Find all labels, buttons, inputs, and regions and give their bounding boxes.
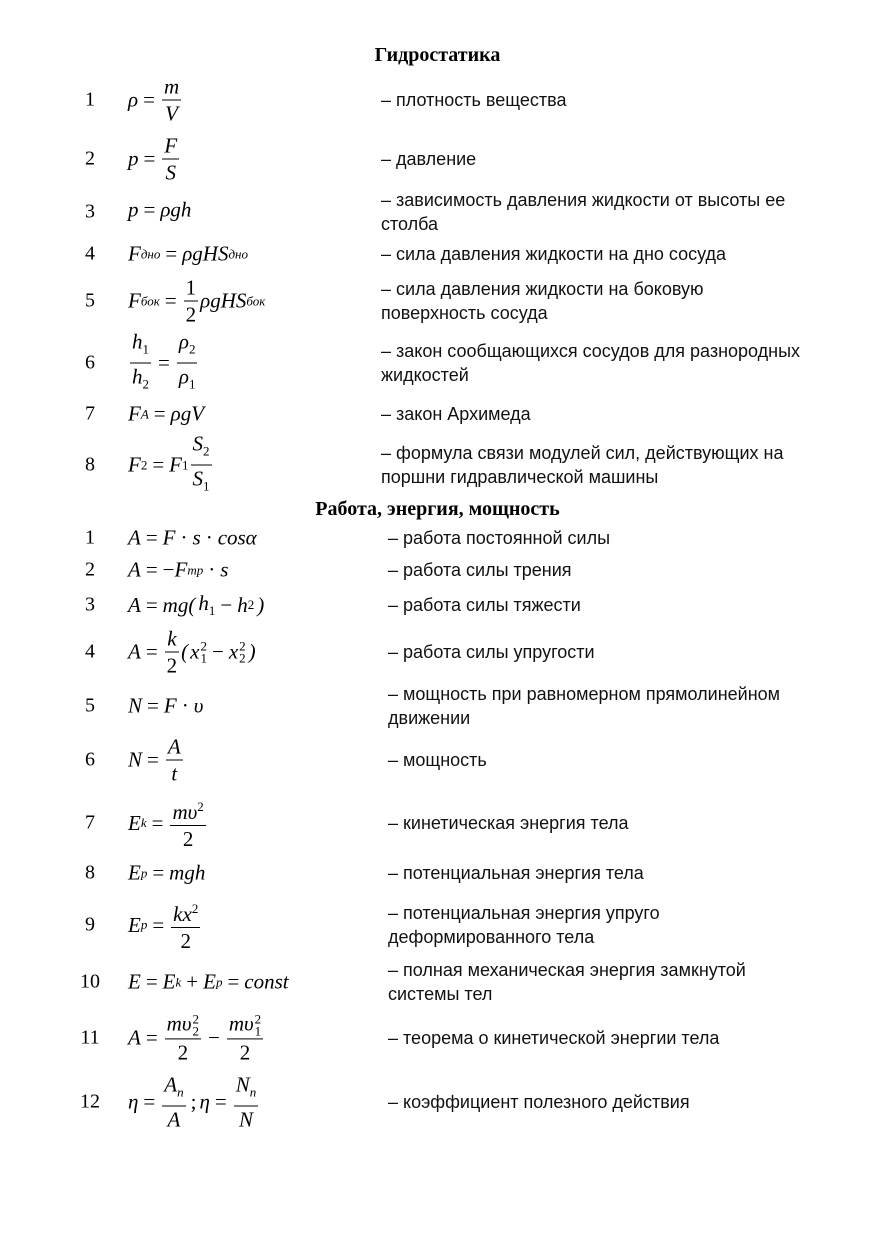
formula-description: – работа постоянной силы — [388, 528, 611, 548]
formula-elastic-work: A = $\frac{k}{2}$ ( x 2 1 − x 2 2 ) — [128, 626, 256, 678]
formula-row — [0, 734, 875, 786]
section-title-work-energy-power: Работа, энергия, мощность — [315, 498, 560, 520]
formula-pressure: p = $\frac{F}{S}$ — [128, 133, 178, 185]
formula-row — [0, 958, 875, 1006]
formula-row — [0, 400, 875, 428]
row-number: 7 — [85, 811, 95, 834]
formula-description: – сила давления жидкости на дно сосуда — [381, 244, 727, 264]
formula-row — [0, 276, 875, 326]
formula-description: – мощность при равномерном прямолинейном движении — [388, 684, 781, 728]
formula-row — [0, 682, 875, 730]
formula-archimedes: F A = ρgV — [128, 401, 205, 426]
row-number: 8 — [85, 453, 95, 476]
formula-description: – кинетическая энергия тела — [388, 813, 629, 833]
formula-communicating-vessels: $\frac{h_1}{h_2}$ = $\frac{\rho_2}{\rho_1}$ — [132, 329, 196, 392]
formula-row — [0, 590, 875, 620]
row-number: 2 — [85, 147, 95, 170]
formula-row — [0, 240, 875, 268]
row-number: 1 — [85, 526, 95, 549]
row-number: 12 — [80, 1090, 100, 1113]
formula-efficiency: η = $\frac{A_n}{A}$ ; η = $\frac{N_n}{N}$ — [128, 1072, 257, 1132]
formula-description: – мощность — [388, 750, 487, 770]
formula-description: – сила давления жидкости на боковую поверхность сосуда — [381, 279, 704, 323]
formula-power: N = $\frac{A}{t}$ — [128, 734, 181, 786]
formula-row — [0, 794, 875, 852]
formula-description: – коэффициент полезного действия — [388, 1092, 690, 1112]
formula-const-text: const — [244, 969, 289, 994]
row-number: 2 — [85, 558, 95, 581]
row-number: 4 — [85, 242, 95, 265]
formula-kinetic-energy: E k = $\frac{m\upsilon^2}{2}$ — [128, 795, 208, 851]
formula-elastic-energy: E p = $\frac{kx^2}{2}$ — [128, 897, 202, 953]
row-number: 8 — [85, 861, 95, 884]
formula-potential-energy: E p = mgh — [128, 860, 206, 885]
formula-work-constant-force: A = F · s · cosα — [128, 525, 257, 550]
formula-kinetic-theorem: A = mυ 2 2 2 − mυ 2 1 2 — [128, 1011, 262, 1065]
row-number: 3 — [85, 200, 95, 223]
subscript-text: бок — [246, 293, 266, 308]
formula-bottom-force: F дно = ρgHS дно — [128, 241, 248, 266]
formula-power-velocity: N = F · υ — [128, 693, 204, 718]
formula-row — [0, 898, 875, 952]
formula-hydrostatic-pressure: p = ρgh — [128, 197, 192, 222]
formula-density: ρ = $\frac{m}{V}$ — [128, 74, 180, 126]
row-number: 6 — [85, 748, 95, 771]
formula-description: – давление — [381, 149, 477, 169]
row-number: 11 — [80, 1026, 100, 1049]
formula-description: – потенциальная энергия тела — [388, 863, 644, 883]
row-number: 5 — [85, 289, 95, 312]
formula-mechanical-energy: E = E k + E p = const — [128, 969, 289, 994]
formula-row — [0, 858, 875, 888]
subscript-text: дно — [228, 246, 248, 261]
row-number: 1 — [85, 88, 95, 111]
formula-description: – закон сообщающихся сосудов для разнородных жидкостей — [381, 341, 801, 385]
subscript-text: бок — [140, 293, 160, 308]
formula-description: – закон Архимеда — [381, 404, 531, 424]
formula-description: – зависимость давления жидкости от высоты ее столба — [381, 190, 786, 234]
subscript-text: тр — [187, 562, 204, 577]
formula-row — [0, 626, 875, 678]
subscript-text: дно — [140, 246, 161, 261]
formula-row — [0, 1074, 875, 1130]
row-number: 10 — [80, 970, 100, 993]
row-number: 3 — [85, 593, 95, 616]
row-number: 4 — [85, 640, 95, 663]
formula-cos-text: cosα — [217, 525, 257, 550]
formula-row — [0, 190, 875, 234]
formula-description: – работа силы упругости — [388, 642, 595, 662]
formula-description: – работа силы трения — [388, 560, 572, 580]
formula-description: – теорема о кинетической энергии тела — [388, 1028, 720, 1048]
formula-row — [0, 556, 875, 584]
section-title-hydrostatics: Гидростатика — [374, 44, 501, 66]
formula-description: – формула связи модулей сил, действующих на поршни гидравлической машины — [381, 443, 784, 487]
row-number: 7 — [85, 402, 95, 425]
row-number: 9 — [85, 913, 95, 936]
formula-side-force: F бок = $\frac{1}{2}$ ρgHS бок — [128, 275, 266, 327]
formula-row — [0, 431, 875, 494]
formula-description: – потенциальная энергия упруго деформированного тела — [388, 903, 660, 947]
formula-gravity-work: A = mg( $h_1$ − h 2 ) — [128, 591, 265, 618]
formula-hydraulic-machine: F 2 = F 1 $\frac{S_2}{S_1}$ — [128, 431, 210, 494]
formula-description: – плотность вещества — [381, 90, 567, 110]
row-number: 6 — [85, 351, 95, 374]
formula-row — [0, 329, 875, 392]
formula-row — [0, 74, 875, 126]
formula-row — [0, 524, 875, 552]
formula-friction-work: A = − F тр · s — [128, 557, 229, 582]
formula-description: – работа силы тяжести — [388, 595, 581, 615]
row-number: 5 — [85, 694, 95, 717]
formula-row — [0, 1010, 875, 1066]
formula-row — [0, 134, 875, 184]
formula-description: – полная механическая энергия замкнутой системы тел — [388, 960, 746, 1004]
